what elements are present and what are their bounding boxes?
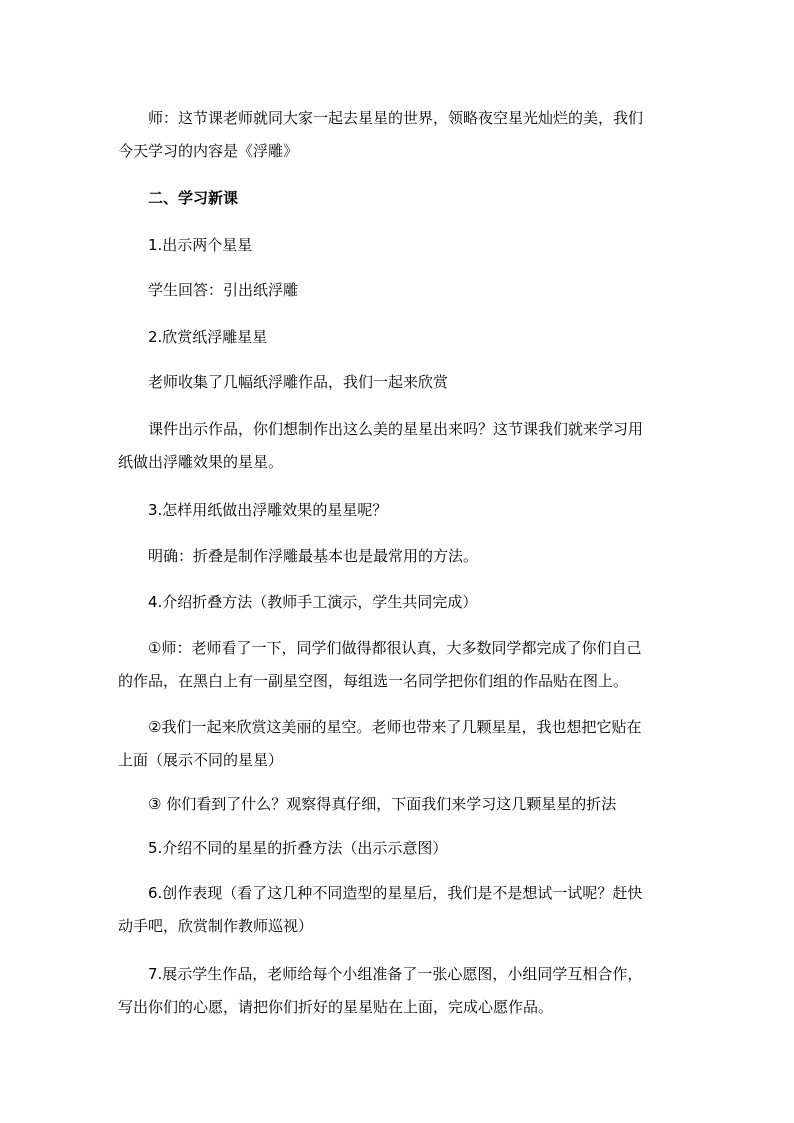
- text-line: 课件出示作品，你们想制作出这么美的星星出来吗？这节课我们就来学习用: [148, 420, 644, 438]
- text-line: 写出你们的心愿，请把你们折好的星星贴在上面，完成心愿作品。: [118, 998, 554, 1016]
- text-line: 2.欣赏纸浮雕星星: [148, 328, 268, 346]
- text-line: 明确：折叠是制作浮雕最基本也是最常用的方法。: [148, 547, 479, 565]
- text-line: 动手吧，欣赏制作教师巡视）: [118, 917, 314, 935]
- text-line: 1.出示两个星星: [148, 236, 253, 254]
- text-line: ②我们一起来欣赏这美丽的星空。老师也带来了几颗星星，我也想把它贴在: [148, 718, 642, 736]
- text-line: 的作品，在黑白上有一副星空图，每组选一名同学把你们组的作品贴在图上。: [118, 672, 629, 690]
- text-line: ③ 你们看到了什么？观察得真仔细，下面我们来学习这几颗星星的折法: [148, 795, 617, 813]
- text-line: 学生回答：引出纸浮雕: [148, 281, 299, 299]
- text-line: 今天学习的内容是《浮雕》: [118, 142, 299, 160]
- heading-text: 二、学习新课: [148, 189, 239, 207]
- text-line: 老师收集了几幅纸浮雕作品，我们一起来欣赏: [148, 373, 449, 391]
- text-line: 师：这节课老师就同大家一起去星星的世界，领略夜空星光灿烂的美，我们: [148, 109, 644, 127]
- text-line: 上面（展示不同的星星）: [118, 751, 284, 769]
- text-line: 4.介绍折叠方法（教师手工演示，学生共同完成）: [148, 593, 478, 611]
- text-line: 6.创作表现（看了这几种不同造型的星星后，我们是不是想试一试呢？赶快: [148, 884, 643, 902]
- text-line: 纸做出浮雕效果的星星。: [118, 453, 284, 471]
- text-line: 5.介绍不同的星星的折叠方法（出示示意图）: [148, 839, 448, 857]
- text-line: 7.展示学生作品，老师给每个小组准备了一张心愿图，小组同学互相合作，: [148, 965, 643, 983]
- text-line: 3.怎样用纸做出浮雕效果的星星呢？: [148, 501, 388, 519]
- text-line: ①师：老师看了一下，同学们做得都很认真，大多数同学都完成了你们自己: [148, 639, 642, 657]
